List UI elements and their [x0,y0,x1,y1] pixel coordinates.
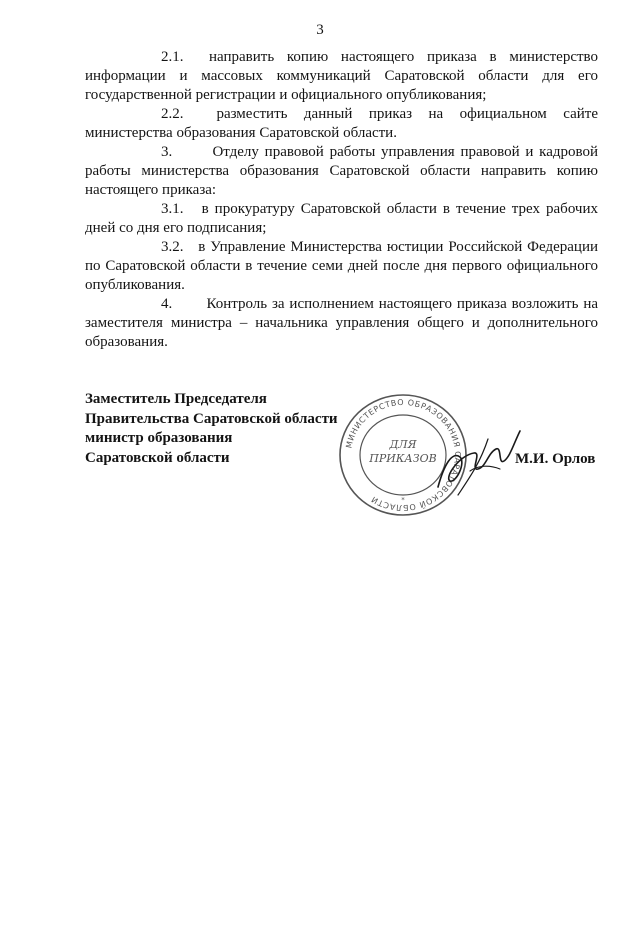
item-number: 2.2. [161,106,184,122]
svg-text:*: * [401,496,405,504]
handwritten-signature [430,425,525,500]
item-text: направить копию настоящего приказа в министерство информации и массовых коммуникаций Саратовской области для его государственной регистрации и официального опубликования; [85,49,599,103]
stamp-ring-text: МИНИСТЕРСТВО ОБРАЗОВАНИЯ САРАТОВСКОЙ ОБЛАСТИ [344,397,463,513]
stamp-center-line: ПРИКАЗОВ [369,452,437,465]
signer-title-line: Заместитель Председателя [85,391,267,407]
signer-title-line: министр образования [85,430,233,446]
item-number: 3. [161,144,173,160]
item-text: Отделу правовой работы управления правовой и кадровой работы министерства образования Саратовской области направить копию настоящего приказа: [85,144,598,198]
item-text: Контроль за исполнением настоящего приказа возложить на заместителя министра – начальника управления общего и дополнительного образования. [85,296,599,350]
item-3 [85,143,598,200]
stamp-center-line: ДЛЯ [389,438,417,451]
signer-title-line: Правительства Саратовской области [85,410,338,427]
signer-name: М.И. Орлов [515,451,596,467]
signer-title-line: Саратовской области [85,449,230,466]
signature-block [85,390,338,468]
item-number: 3.2. [161,239,184,255]
item-2-1 [85,48,598,105]
page-number: 3 [316,22,324,38]
item-number: 3.1. [161,201,184,217]
item-number: 2.1. [161,49,184,65]
item-text: в прокуратуру Саратовской области в течение трех рабочих дней со дня его подписания; [85,201,598,236]
item-text: в Управление Министерства юстиции Российской Федерации по Саратовской области в течение семи дней после дня первого официального опубликования. [85,239,599,293]
item-4 [85,295,598,352]
item-text: разместить данный приказ на официальном сайте министерства образования Саратовской области. [85,106,599,141]
item-number: 4. [161,296,173,312]
item-2-2 [85,105,598,143]
item-3-2 [85,238,598,295]
order-body [85,48,598,352]
item-3-1 [85,200,598,238]
